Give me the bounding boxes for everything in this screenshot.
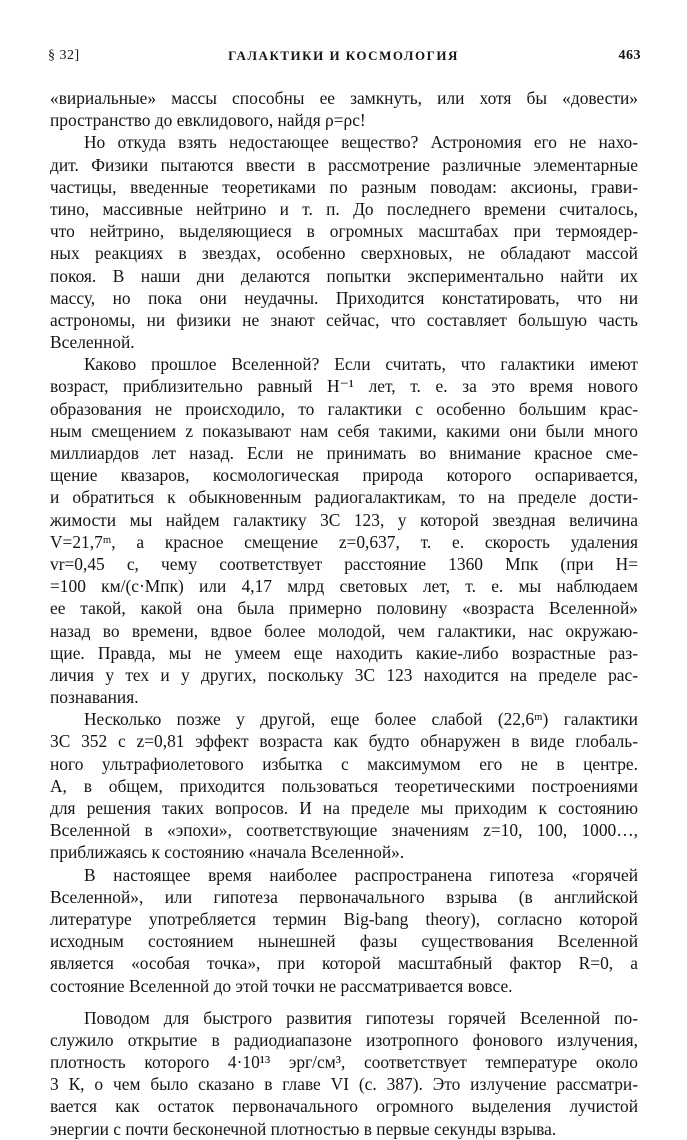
text-line: познавания. (50, 687, 139, 708)
text-line: образования не происходило, то галактики с особенно большим крас- (50, 398, 638, 419)
text-line: является «особая точка», при которой масштабный фактор R=0, а (50, 953, 638, 974)
text-line: ее такой, какой она была примерно половину «возраста Вселенной» (50, 598, 638, 619)
text-line: vr=0,45 c, чему соответствует расстояние 1360 Мпк (при H= (50, 553, 638, 574)
chapter-title: ГАЛАКТИКИ И КОСМОЛОГИЯ (228, 48, 459, 63)
text-line: Вселенной», или гипотеза первоначального взрыва (в английской (50, 886, 638, 907)
text-line: исходным состоянием нынешней фазы существования Вселенной (50, 931, 638, 952)
section-marker: § 32] (48, 48, 80, 63)
text-line: астрономы, ни физики не знают сейчас, что составляет большую часть (50, 309, 638, 330)
text-line: энергии с почти бесконечной плотностью в первые секунды взрыва. (50, 1118, 557, 1139)
text-line: литературе употребляется термин Big-bang theory), согласно которой (50, 908, 638, 929)
text-line: ного ультрафиолетового избытка с максимумом его не в центре. (50, 753, 638, 774)
text-line: ным смещением z показывают нам себя такими, какими они были много (50, 420, 638, 441)
text-line: жимости мы найдем галактику 3С 123, у которой звездная величина (50, 509, 638, 530)
text-line: для решения таких вопросов. И на пределе мы приходим к состоянию (50, 798, 638, 818)
text-line: плотность которого 4·10¹³ эрг/см³, соответствует температуре около (50, 1052, 638, 1073)
text-line: вается как остаток первоначального огромного выделения лучистой (50, 1096, 638, 1117)
text-line: частицы, введенные теоретиками по разным поводам: аксионы, грави- (50, 176, 638, 197)
text-line: состояние Вселенной до этой точки не рассматривается вовсе. (50, 975, 513, 996)
text-line: А, в общем, приходится пользоваться теоретическими построениями (50, 775, 638, 796)
text-line: «вириальные» массы способны ее замкнуть, или хотя бы «довести» (50, 88, 638, 108)
text-line: тино, массивные нейтрино и т. п. До последнего времени считалось, (50, 198, 638, 219)
text-line: В настоящее время наиболее распространена гипотеза «горячей (84, 864, 638, 885)
text-line: ных реакциях в звездах, особенно сверхновых, не обладают массой (50, 243, 638, 264)
text-line: =100 км/(с·Мпк) или 4,17 млрд световых лет, т. е. мы наблюдаем (50, 576, 638, 597)
page-number: 463 (618, 48, 641, 63)
text-line: Вселенной. (50, 332, 135, 353)
text-line: Поводом для быстрого развития гипотезы горячей Вселенной по- (84, 1007, 638, 1028)
running-header (0, 48, 687, 70)
text-line: 3С 352 с z=0,81 эффект возраста как будто обнаружен в виде глобаль- (50, 731, 638, 752)
text-line: Несколько позже у другой, еще более слабой (22,6ᵐ) галактики (84, 709, 638, 730)
paragraph (50, 864, 638, 997)
text-line: приближаясь к состоянию «начала Вселенной». (50, 842, 405, 863)
body-text (50, 87, 638, 1140)
paragraph (50, 708, 638, 863)
text-line: дит. Физики пытаются ввести в рассмотрение различные элементарные (50, 154, 638, 175)
text-line: возраст, приблизительно равный H⁻¹ лет, т. е. за это время нового (50, 376, 638, 397)
text-line: миллиардов лет назад. Если не принимать во внимание красное сме- (50, 443, 638, 463)
text-line: и обратиться к обыкновенным радиогалактикам, то на пределе дости- (50, 487, 638, 508)
text-line: личия у тех и у других, поскольку 3С 123 находится на пределе рас- (50, 664, 638, 685)
text-line: пространство до евклидового, найдя ρ=ρc! (50, 110, 366, 131)
text-line: покоя. В наши дни делаются попытки экспериментально найти их (50, 265, 638, 286)
paragraph (50, 131, 638, 353)
text-line: V=21,7ᵐ, а красное смещение z=0,637, т. е. скорость удаления (50, 531, 638, 552)
text-line: Но откуда взять недостающее вещество? Астрономия его не нахо- (84, 132, 638, 153)
paragraph (50, 353, 638, 708)
paragraph (50, 87, 638, 131)
text-line: щение квазаров, космологическая природа которого оспаривается, (50, 465, 638, 486)
text-line: Вселенной в «эпохи», соответствующие значениям z=10, 100, 1000…, (50, 820, 638, 841)
paragraph (50, 1007, 638, 1140)
text-line: массу, но пока они неудачны. Приходится констатировать, что ни (50, 287, 638, 308)
text-line: Каково прошлое Вселенной? Если считать, что галактики имеют (84, 354, 638, 375)
text-line: служило открытие в радиодиапазоне изотропного фонового излучения, (50, 1029, 638, 1050)
text-line: щие. Правда, мы не умеем еще находить какие-либо возрастные раз- (50, 642, 638, 663)
text-line: 3 К, о чем было сказано в главе VI (с. 387). Это излучение рассматри- (50, 1074, 638, 1095)
text-line: что нейтрино, выделяющиеся в огромных масштабах при термоядер- (50, 221, 638, 242)
text-line: назад во времени, вдвое более молодой, чем галактики, нас окружаю- (50, 620, 638, 641)
